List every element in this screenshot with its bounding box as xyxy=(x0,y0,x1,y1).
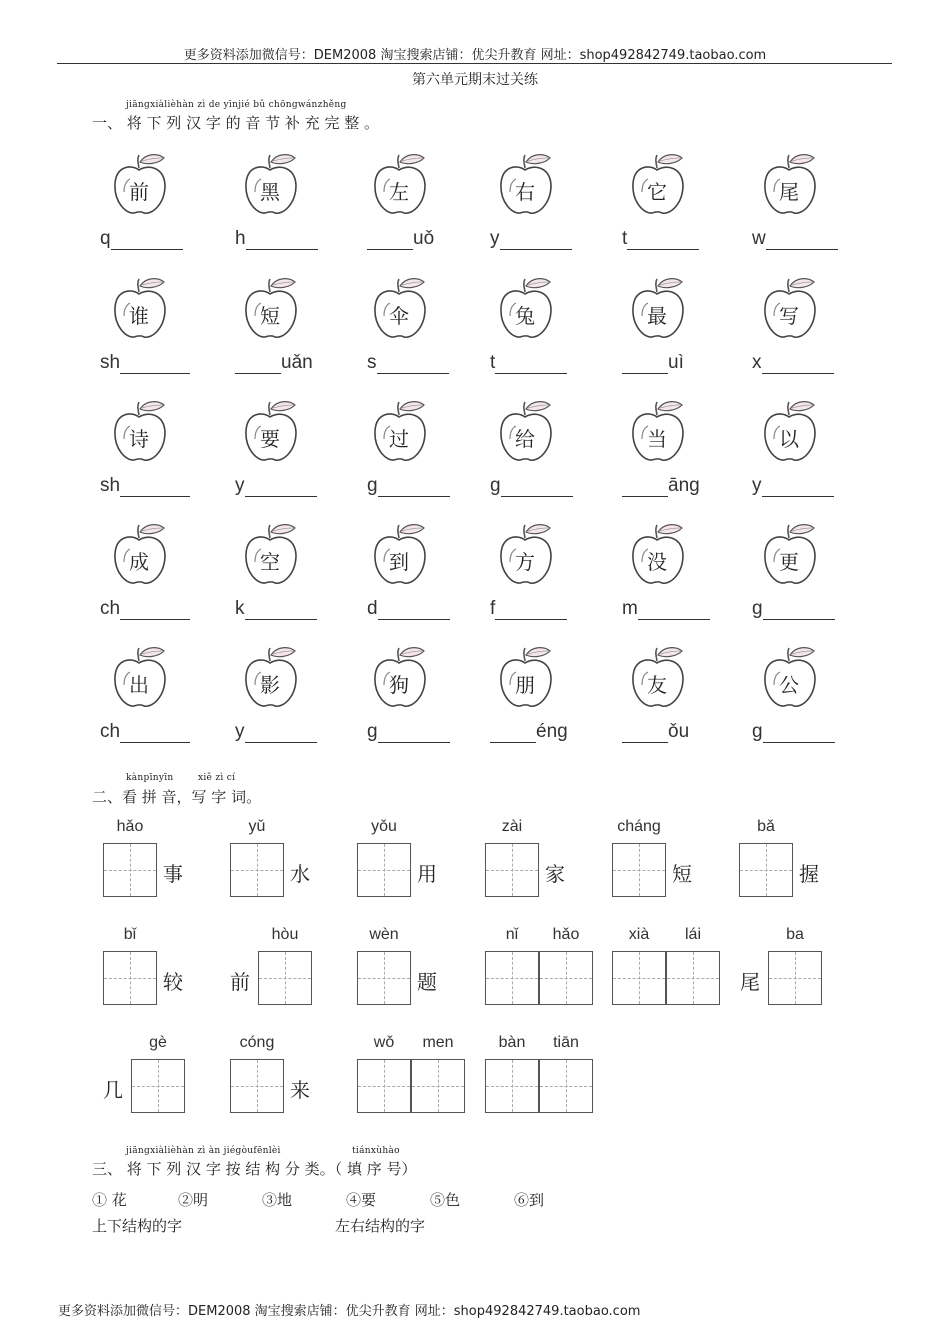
writing-box[interactable] xyxy=(131,1059,185,1113)
apple-card xyxy=(498,399,560,465)
syllable-blank[interactable] xyxy=(100,471,190,497)
answer-line[interactable] xyxy=(120,353,190,374)
apple-card xyxy=(243,645,305,711)
syllable-prefix: t xyxy=(490,352,496,373)
apple-char: 诗 xyxy=(129,427,149,451)
word-char: 握 xyxy=(799,862,819,886)
answer-line[interactable] xyxy=(378,476,450,497)
pinyin-label: xià xyxy=(628,926,650,943)
answer-line[interactable] xyxy=(627,229,699,250)
pinyin-label: hǎo xyxy=(552,926,580,943)
answer-line[interactable] xyxy=(490,722,536,743)
answer-line[interactable] xyxy=(495,599,567,620)
answer-line[interactable] xyxy=(378,722,450,743)
syllable-blank[interactable] xyxy=(752,348,834,374)
answer-line[interactable] xyxy=(111,229,183,250)
answer-line[interactable] xyxy=(501,476,573,497)
word-char: 水 xyxy=(290,862,310,886)
answer-line[interactable] xyxy=(622,353,668,374)
syllable-suffix: ǒu xyxy=(668,721,690,742)
apple-card xyxy=(498,152,560,218)
apple-char: 没 xyxy=(647,550,667,574)
syllable-prefix: x xyxy=(752,352,762,373)
word-char: 家 xyxy=(545,862,565,886)
apple-card xyxy=(243,399,305,465)
apple-char: 公 xyxy=(779,673,799,697)
answer-line[interactable] xyxy=(638,599,710,620)
answer-line[interactable] xyxy=(245,476,317,497)
section2-heading: 二、看 拼 音，写 字 词。 xyxy=(92,788,262,806)
syllable-prefix: t xyxy=(622,228,628,249)
pinyin-label: lái xyxy=(684,926,701,943)
syllable-blank[interactable] xyxy=(367,717,450,743)
pinyin-label: nǐ xyxy=(505,926,519,943)
apple-card xyxy=(243,152,305,218)
syllable-blank[interactable] xyxy=(235,348,313,374)
pinyin-label: men xyxy=(422,1034,454,1051)
word-char: 尾 xyxy=(740,970,760,994)
syllable-suffix: uǒ xyxy=(413,228,435,249)
writing-box[interactable] xyxy=(411,1059,465,1113)
answer-line[interactable] xyxy=(235,353,281,374)
syllable-blank[interactable] xyxy=(235,471,317,497)
writing-box[interactable] xyxy=(357,843,411,897)
answer-line[interactable] xyxy=(120,476,190,497)
pinyin-label: ba xyxy=(786,926,804,943)
apple-card xyxy=(762,522,824,588)
writing-box[interactable] xyxy=(539,951,593,1005)
answer-line[interactable] xyxy=(763,722,835,743)
apple-char: 更 xyxy=(779,550,799,574)
apple-card xyxy=(630,276,692,342)
apple-char: 狗 xyxy=(389,673,409,697)
syllable-blank[interactable] xyxy=(622,348,684,374)
answer-line[interactable] xyxy=(762,353,834,374)
apple-card xyxy=(762,645,824,711)
apple-char: 它 xyxy=(647,180,667,204)
answer-line[interactable] xyxy=(500,229,572,250)
syllable-prefix: sh xyxy=(100,352,121,373)
section3-heading: 三、 将 下 列 汉 字 按 结 构 分 类。（ 填 序 号） xyxy=(92,1160,417,1178)
syllable-blank[interactable] xyxy=(622,224,699,250)
section1-heading: 一、 将 下 列 汉 字 的 音 节 补 充 完 整 。 xyxy=(92,114,379,132)
writing-box[interactable] xyxy=(485,843,539,897)
option-item: ③地 xyxy=(262,1191,293,1209)
apple-card xyxy=(112,522,174,588)
syllable-prefix: sh xyxy=(100,475,121,496)
answer-line[interactable] xyxy=(622,476,668,497)
apple-char: 短 xyxy=(260,304,280,328)
answer-line[interactable] xyxy=(622,722,668,743)
syllable-blank[interactable] xyxy=(490,594,567,620)
syllable-blank[interactable] xyxy=(100,224,183,250)
pinyin-label: bǐ xyxy=(123,926,137,943)
writing-box[interactable] xyxy=(666,951,720,1005)
section3-pinyin-a: jiāngxiàlièhàn zì àn jiégòufēnlèi xyxy=(126,1146,281,1156)
apple-char: 黑 xyxy=(260,180,280,204)
pinyin-label: zài xyxy=(501,818,523,835)
pinyin-label: cháng xyxy=(617,818,661,835)
apple-char: 谁 xyxy=(129,304,149,328)
section3-pinyin-b: tiánxùhào xyxy=(352,1146,400,1156)
pinyin-label: tiān xyxy=(553,1034,579,1051)
syllable-blank[interactable] xyxy=(622,471,700,497)
syllable-blank[interactable] xyxy=(100,594,190,620)
apple-card xyxy=(762,399,824,465)
syllable-blank[interactable] xyxy=(367,348,449,374)
syllable-blank[interactable] xyxy=(752,224,838,250)
writing-box[interactable] xyxy=(230,1059,284,1113)
syllable-suffix: uì xyxy=(668,352,684,373)
apple-char: 出 xyxy=(129,673,149,697)
syllable-suffix: āng xyxy=(668,475,700,496)
word-char: 短 xyxy=(672,862,692,886)
apple-char: 要 xyxy=(260,427,280,451)
option-item: ⑥到 xyxy=(514,1191,545,1209)
apple-card xyxy=(112,645,174,711)
writing-box[interactable] xyxy=(485,1059,539,1113)
section1-pinyin: jiāngxiàlièhàn zì de yīnjié bǔ chōngwánzhěng xyxy=(126,100,347,110)
writing-box[interactable] xyxy=(103,843,157,897)
apple-char: 伞 xyxy=(389,304,409,328)
syllable-blank[interactable] xyxy=(367,594,450,620)
apple-card xyxy=(762,152,824,218)
answer-line[interactable] xyxy=(495,353,567,374)
syllable-blank[interactable] xyxy=(100,717,190,743)
syllable-prefix: h xyxy=(235,228,246,249)
apple-char: 过 xyxy=(389,427,409,451)
pinyin-label: bàn xyxy=(498,1034,526,1051)
apple-card xyxy=(498,276,560,342)
answer-line[interactable] xyxy=(120,599,190,620)
syllable-prefix: g xyxy=(490,475,501,496)
apple-char: 前 xyxy=(129,180,149,204)
syllable-blank[interactable] xyxy=(490,348,567,374)
header-divider xyxy=(57,63,892,64)
apple-char: 友 xyxy=(647,673,667,697)
syllable-prefix: s xyxy=(367,352,377,373)
writing-box[interactable] xyxy=(612,951,666,1005)
writing-box[interactable] xyxy=(230,843,284,897)
apple-card xyxy=(112,399,174,465)
apple-card xyxy=(498,645,560,711)
apple-char: 朋 xyxy=(515,673,535,697)
syllable-blank[interactable] xyxy=(367,471,450,497)
apple-card xyxy=(630,152,692,218)
pinyin-label: hǎo xyxy=(116,818,144,835)
apple-char: 写 xyxy=(779,304,799,328)
option-item: ⑤色 xyxy=(430,1191,461,1209)
apple-char: 左 xyxy=(389,180,409,204)
apple-card xyxy=(372,522,434,588)
pinyin-label: hòu xyxy=(271,926,299,943)
pinyin-label: gè xyxy=(149,1034,167,1051)
option-item: ②明 xyxy=(178,1191,209,1209)
word-char: 来 xyxy=(290,1078,310,1102)
writing-box[interactable] xyxy=(258,951,312,1005)
apple-card xyxy=(498,522,560,588)
apple-char: 尾 xyxy=(779,180,799,204)
syllable-prefix: g xyxy=(367,721,378,742)
apple-char: 最 xyxy=(647,304,667,328)
pinyin-label: wèn xyxy=(369,926,399,943)
apple-char: 右 xyxy=(515,180,535,204)
word-char: 事 xyxy=(163,862,183,886)
syllable-prefix: g xyxy=(752,721,763,742)
syllable-prefix: f xyxy=(490,598,496,619)
syllable-prefix: y xyxy=(752,475,762,496)
apple-card xyxy=(630,645,692,711)
syllable-suffix: uǎn xyxy=(281,352,313,373)
syllable-prefix: q xyxy=(100,228,111,249)
apple-card xyxy=(372,152,434,218)
apple-card xyxy=(630,522,692,588)
syllable-blank[interactable] xyxy=(622,717,689,743)
syllable-prefix: m xyxy=(622,598,638,619)
syllable-blank[interactable] xyxy=(752,594,835,620)
syllable-prefix: y xyxy=(235,475,245,496)
syllable-blank[interactable] xyxy=(235,224,318,250)
syllable-prefix: y xyxy=(490,228,500,249)
syllable-prefix: y xyxy=(235,721,245,742)
syllable-blank[interactable] xyxy=(622,594,710,620)
syllable-prefix: g xyxy=(752,598,763,619)
apple-char: 以 xyxy=(779,427,799,451)
header-note: 更多资料添加微信号：DEM2008 淘宝搜索店铺：优尖升教育 网址：shop492842749.taobao.com xyxy=(183,48,767,63)
apple-char: 影 xyxy=(260,673,280,697)
syllable-blank[interactable] xyxy=(100,348,190,374)
apple-char: 兔 xyxy=(515,304,535,328)
writing-box[interactable] xyxy=(357,951,411,1005)
apple-char: 方 xyxy=(515,550,535,574)
pinyin-label: yǔ xyxy=(248,818,266,835)
answer-line[interactable] xyxy=(766,229,838,250)
page-title: 第六单元期末过关练 xyxy=(412,72,538,88)
answer-line[interactable] xyxy=(245,599,317,620)
word-char: 几 xyxy=(103,1078,123,1102)
apple-char: 当 xyxy=(647,427,667,451)
apple-card xyxy=(630,399,692,465)
word-char: 较 xyxy=(163,970,183,994)
writing-box[interactable] xyxy=(539,1059,593,1113)
syllable-prefix: ch xyxy=(100,598,121,619)
option-item: ④要 xyxy=(346,1191,377,1209)
answer-line[interactable] xyxy=(763,599,835,620)
syllable-prefix: ch xyxy=(100,721,121,742)
word-char: 前 xyxy=(230,970,250,994)
word-char: 题 xyxy=(417,970,437,994)
syllable-prefix: d xyxy=(367,598,378,619)
syllable-suffix: éng xyxy=(536,721,568,742)
writing-box[interactable] xyxy=(739,843,793,897)
option-item: ① 花 xyxy=(92,1191,127,1209)
syllable-blank[interactable] xyxy=(235,594,317,620)
pinyin-label: wǒ xyxy=(373,1034,395,1051)
answer-line[interactable] xyxy=(367,229,413,250)
section2-pinyin-a: kànpīnyīn xyxy=(126,773,174,783)
section2-pinyin-b: xiě zì cí xyxy=(198,773,236,783)
apple-card xyxy=(112,152,174,218)
syllable-prefix: g xyxy=(367,475,378,496)
answer-line[interactable] xyxy=(120,722,190,743)
apple-char: 到 xyxy=(389,550,409,574)
apple-card xyxy=(372,645,434,711)
apple-card xyxy=(112,276,174,342)
pinyin-label: yǒu xyxy=(371,818,397,835)
pinyin-label: cóng xyxy=(239,1034,275,1051)
answer-line[interactable] xyxy=(246,229,318,250)
answer-line[interactable] xyxy=(378,599,450,620)
writing-box[interactable] xyxy=(357,1059,411,1113)
syllable-blank[interactable] xyxy=(235,717,317,743)
syllable-blank[interactable] xyxy=(752,471,834,497)
category-top-bottom: 上下结构的字 xyxy=(92,1217,183,1235)
syllable-blank[interactable] xyxy=(752,717,835,743)
syllable-prefix: w xyxy=(752,228,766,249)
apple-char: 空 xyxy=(260,550,280,574)
pinyin-label: bǎ xyxy=(757,818,775,835)
syllable-blank[interactable] xyxy=(367,224,434,250)
answer-line[interactable] xyxy=(377,353,449,374)
footer-note: 更多资料添加微信号：DEM2008 淘宝搜索店铺：优尖升教育 网址：shop492842749.taobao.com xyxy=(58,1304,641,1319)
answer-line[interactable] xyxy=(762,476,834,497)
syllable-blank[interactable] xyxy=(490,224,572,250)
writing-box[interactable] xyxy=(612,843,666,897)
apple-char: 给 xyxy=(515,427,535,451)
apple-card xyxy=(372,399,434,465)
apple-card xyxy=(372,276,434,342)
word-char: 用 xyxy=(417,862,437,886)
apple-card xyxy=(243,276,305,342)
writing-box[interactable] xyxy=(768,951,822,1005)
category-left-right: 左右结构的字 xyxy=(335,1217,426,1235)
apple-card xyxy=(762,276,824,342)
syllable-prefix: k xyxy=(235,598,245,619)
apple-char: 成 xyxy=(129,550,149,574)
writing-box[interactable] xyxy=(103,951,157,1005)
apple-card xyxy=(243,522,305,588)
answer-line[interactable] xyxy=(245,722,317,743)
syllable-blank[interactable] xyxy=(490,717,568,743)
syllable-blank[interactable] xyxy=(490,471,573,497)
writing-box[interactable] xyxy=(485,951,539,1005)
